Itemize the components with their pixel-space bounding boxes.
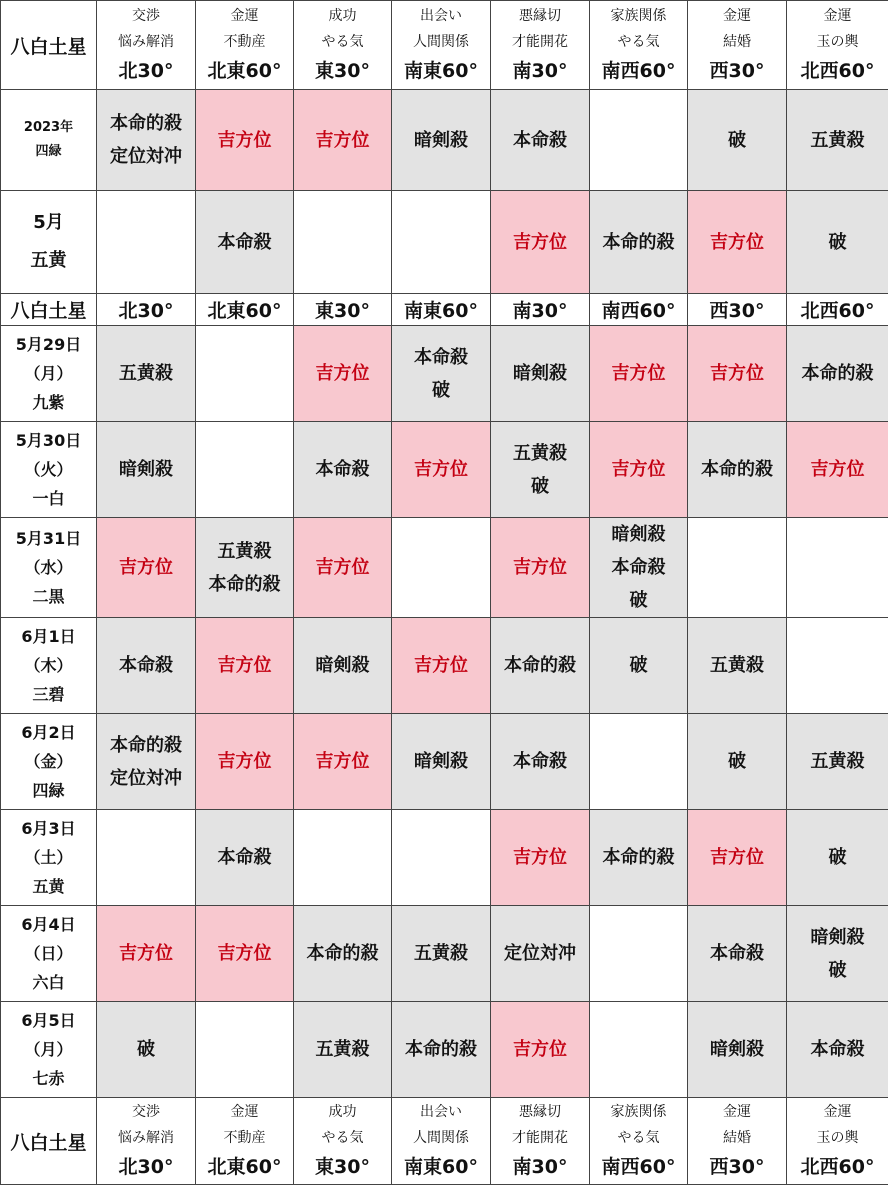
cell-text: 本命的殺 (504, 655, 576, 676)
cell-text: 本命殺 (119, 655, 173, 676)
cell-text: 定位対冲 (504, 943, 576, 964)
cell-text: 吉方位 (710, 847, 764, 868)
cell-text: 吉方位 (119, 557, 173, 578)
row-label-line: 2023年 (23, 120, 74, 135)
row-label-line: （土） (24, 848, 73, 867)
cell-unlucky-direction (196, 518, 294, 618)
cell-text: 破 (828, 959, 847, 981)
cell-unlucky-direction (491, 906, 590, 1002)
header-purpose-line2: やる気 (321, 1130, 364, 1146)
cell-empty (590, 906, 688, 1002)
cell-unlucky-direction (787, 191, 888, 294)
cell-lucky-direction (491, 810, 590, 906)
header-purpose-line1: 交渉 (132, 1104, 160, 1120)
direction-cell-7: 北西60° (787, 294, 888, 326)
cell-text: 吉方位 (513, 847, 567, 868)
cell-text: 吉方位 (513, 1039, 567, 1060)
cell-lucky-direction (294, 90, 392, 191)
cell-text: 本命殺 (611, 557, 666, 578)
cell-text: 本命的殺 (602, 231, 675, 253)
cell-lucky-direction (97, 906, 196, 1002)
cell-lucky-direction (196, 906, 294, 1002)
header-direction: 西30° (709, 60, 765, 82)
cell-text: 本命的殺 (405, 1039, 477, 1060)
direction-cell-5: 南西60° (590, 294, 688, 326)
row-label-line: （火） (24, 460, 73, 479)
direction-header-2 (294, 1098, 392, 1185)
cell-text: 本命殺 (513, 129, 567, 151)
header-purpose-line2: 不動産 (223, 34, 266, 50)
header-purpose-line1: 悪縁切 (519, 8, 561, 24)
direction-header-2 (294, 1, 392, 90)
row-label-line: 5月 (33, 212, 64, 233)
row-label-line: 九紫 (32, 393, 65, 412)
cell-text: 本命的殺 (306, 943, 379, 964)
cell-empty (392, 810, 491, 906)
header-purpose-line1: 金運 (723, 8, 751, 24)
cell-text: 本命殺 (810, 1039, 865, 1060)
header-row-bottom (1, 1098, 888, 1185)
header-direction: 北30° (118, 1156, 174, 1178)
header-purpose-line1: 出会い (420, 1104, 462, 1120)
cell-empty (97, 810, 196, 906)
cell-text: 暗剣殺 (611, 524, 666, 545)
cell-text: 五黄殺 (315, 1039, 370, 1060)
cell-unlucky-direction (688, 90, 787, 191)
row-label-line: 5月31日 (15, 529, 82, 548)
cell-lucky-direction (196, 90, 294, 191)
cell-text: 吉方位 (611, 363, 666, 384)
day-row-3-label (1, 618, 97, 714)
month-row-label (1, 191, 97, 294)
direction-header-0 (97, 1, 196, 90)
cell-unlucky-direction (294, 906, 392, 1002)
header-purpose-line2: 玉の輿 (816, 1130, 859, 1146)
cell-unlucky-direction (392, 1002, 491, 1098)
header-purpose-line1: 成功 (328, 1104, 357, 1120)
cell-unlucky-direction (392, 326, 491, 422)
header-purpose-line1: 金運 (230, 8, 259, 24)
header-purpose-line2: 才能開花 (512, 1130, 568, 1146)
cell-text: 暗剣殺 (810, 926, 865, 948)
day-row-2 (1, 518, 888, 618)
cell-text: 本命的殺 (110, 113, 182, 134)
header-purpose-line2: 悩み解消 (118, 34, 174, 50)
cell-unlucky-direction (787, 1002, 888, 1098)
cell-text: 吉方位 (315, 363, 370, 384)
cell-text: 吉方位 (513, 557, 567, 578)
cell-unlucky-direction (688, 906, 787, 1002)
day-row-2-label (1, 518, 97, 618)
day-row-5-label (1, 810, 97, 906)
cell-text: 本命殺 (710, 943, 764, 964)
cell-unlucky-direction (294, 1002, 392, 1098)
cell-text: 吉方位 (810, 459, 865, 480)
cell-lucky-direction (787, 422, 888, 518)
header-purpose-line1: 悪縁切 (519, 1104, 561, 1120)
cell-text: 吉方位 (414, 459, 468, 480)
cell-lucky-direction (491, 518, 590, 618)
direction-row (1, 294, 888, 326)
cell-lucky-direction (392, 422, 491, 518)
header-purpose-line1: 金運 (823, 1104, 852, 1120)
header-purpose-line2: 人間関係 (413, 1130, 469, 1146)
cell-text: 本命殺 (217, 847, 272, 868)
cell-text: 暗剣殺 (414, 751, 468, 772)
row-label-line: 七赤 (32, 1069, 65, 1088)
cell-unlucky-direction (787, 810, 888, 906)
cell-unlucky-direction (491, 422, 590, 518)
cell-text: 破 (828, 231, 847, 253)
cell-lucky-direction (491, 191, 590, 294)
cell-unlucky-direction (491, 618, 590, 714)
cell-unlucky-direction (294, 422, 392, 518)
header-purpose-line1: 成功 (328, 8, 357, 24)
row-label-line: 三碧 (32, 685, 65, 704)
cell-text: 吉方位 (611, 459, 666, 480)
cell-lucky-direction (688, 810, 787, 906)
cell-lucky-direction (688, 191, 787, 294)
cell-empty (590, 1002, 688, 1098)
cell-text: 暗剣殺 (414, 129, 468, 151)
cell-text: 五黄殺 (710, 655, 764, 676)
row-label-line: 6月3日 (21, 819, 76, 838)
day-row-1-label (1, 422, 97, 518)
day-row-1 (1, 422, 888, 518)
cell-unlucky-direction (97, 326, 196, 422)
cell-empty (787, 618, 888, 714)
cell-lucky-direction (590, 326, 688, 422)
cell-text: 吉方位 (217, 129, 272, 151)
cell-text: 五黄殺 (119, 363, 173, 384)
header-direction: 南東60° (404, 1156, 478, 1178)
cell-text: 暗剣殺 (513, 363, 567, 384)
cell-text: 吉方位 (513, 231, 567, 253)
cell-text: 暗剣殺 (119, 459, 173, 480)
header-purpose-line2: やる気 (321, 34, 364, 50)
cell-unlucky-direction (294, 618, 392, 714)
cell-lucky-direction (97, 518, 196, 618)
row-label-line: 5月29日 (15, 335, 82, 354)
cell-lucky-direction (196, 714, 294, 810)
cell-empty (787, 518, 888, 618)
cell-lucky-direction (688, 326, 787, 422)
header-purpose-line2: 不動産 (223, 1130, 266, 1146)
cell-unlucky-direction (392, 906, 491, 1002)
cell-empty (196, 1002, 294, 1098)
cell-lucky-direction (294, 326, 392, 422)
header-direction: 東30° (315, 60, 370, 82)
direction-header-1 (196, 1098, 294, 1185)
row-label-line: 一白 (32, 489, 65, 508)
star-name-label: 八白土星 (1, 1, 97, 90)
cell-unlucky-direction (97, 1002, 196, 1098)
cell-text: 本命殺 (414, 346, 468, 368)
row-label-line: 6月1日 (21, 627, 76, 646)
direction-cell-2: 東30° (294, 294, 392, 326)
cell-empty (590, 714, 688, 810)
cell-empty (294, 810, 392, 906)
cell-text: 吉方位 (217, 943, 272, 964)
direction-header-4 (491, 1098, 590, 1185)
row-label-line: （木） (24, 656, 73, 675)
cell-empty (196, 326, 294, 422)
header-direction: 南30° (512, 60, 568, 82)
row-label-line: （金） (24, 752, 73, 771)
year-row-label (1, 90, 97, 191)
direction-header-5 (590, 1098, 688, 1185)
row-label-line: 六白 (32, 973, 65, 992)
cell-text: 本命的殺 (110, 734, 182, 756)
day-row-5 (1, 810, 888, 906)
day-row-3 (1, 618, 888, 714)
direction-header-3 (392, 1, 491, 90)
row-label-line: （水） (24, 558, 73, 577)
cell-text: 破 (531, 475, 549, 497)
direction-header-0 (97, 1098, 196, 1185)
cell-unlucky-direction (787, 90, 888, 191)
cell-empty (392, 518, 491, 618)
cell-unlucky-direction (491, 90, 590, 191)
cell-empty (590, 90, 688, 191)
cell-lucky-direction (196, 618, 294, 714)
cell-unlucky-direction (196, 191, 294, 294)
star-name-label: 八白土星 (1, 1098, 97, 1185)
cell-lucky-direction (294, 714, 392, 810)
day-row-4 (1, 714, 888, 810)
header-direction: 北西60° (800, 60, 875, 82)
direction-cell-0: 北30° (97, 294, 196, 326)
header-direction: 西30° (709, 1156, 765, 1178)
header-direction: 東30° (315, 1156, 370, 1178)
direction-header-3 (392, 1098, 491, 1185)
cell-unlucky-direction (392, 90, 491, 191)
cell-unlucky-direction (97, 618, 196, 714)
row-label-line: 6月2日 (21, 723, 76, 742)
direction-header-6 (688, 1098, 787, 1185)
cell-text: 本命殺 (513, 751, 567, 772)
cell-text: 破 (728, 129, 746, 151)
direction-cell-6: 西30° (688, 294, 787, 326)
cell-text: 本命殺 (315, 459, 370, 480)
cell-text: 吉方位 (315, 557, 370, 578)
month-row (1, 191, 888, 294)
cell-text: 破 (629, 655, 648, 676)
cell-text: 暗剣殺 (315, 655, 370, 676)
header-direction: 北東60° (207, 60, 282, 82)
direction-cell-4: 南30° (491, 294, 590, 326)
day-row-6-label (1, 906, 97, 1002)
cell-text: 五黄殺 (810, 751, 865, 772)
cell-unlucky-direction (97, 714, 196, 810)
header-purpose-line2: 悩み解消 (118, 1130, 174, 1146)
header-purpose-line1: 金運 (230, 1104, 259, 1120)
cell-unlucky-direction (392, 714, 491, 810)
direction-cell-3: 南東60° (392, 294, 491, 326)
row-label-line: （日） (24, 944, 73, 963)
header-direction: 南西60° (601, 60, 676, 82)
cell-text: 吉方位 (710, 231, 764, 253)
row-label-line: （月） (24, 364, 73, 383)
cell-empty (688, 518, 787, 618)
day-row-7 (1, 1002, 888, 1098)
cell-text: 定位対冲 (110, 146, 182, 167)
cell-unlucky-direction (196, 810, 294, 906)
header-purpose-line1: 交渉 (132, 8, 160, 24)
cell-empty (196, 422, 294, 518)
cell-text: 本命的殺 (701, 459, 773, 480)
cell-text: 本命的殺 (208, 573, 281, 595)
header-purpose-line2: 人間関係 (413, 34, 469, 50)
row-label-line: 5月30日 (15, 431, 82, 450)
cell-unlucky-direction (97, 90, 196, 191)
row-label-line: 四緑 (35, 144, 62, 159)
cell-text: 五黄殺 (217, 540, 272, 562)
cell-unlucky-direction (590, 810, 688, 906)
row-label-line: 二黒 (32, 587, 65, 606)
cell-text: 五黄殺 (414, 943, 468, 964)
header-direction: 北東60° (207, 1156, 282, 1178)
cell-text: 吉方位 (414, 655, 468, 676)
header-purpose-line1: 金運 (723, 1104, 751, 1120)
cell-lucky-direction (590, 422, 688, 518)
header-purpose-line1: 家族関係 (610, 1104, 667, 1120)
header-purpose-line2: やる気 (617, 34, 660, 50)
cell-text: 破 (432, 379, 450, 401)
cell-text: 破 (828, 847, 847, 868)
row-label-line: （月） (24, 1040, 73, 1059)
cell-text: 破 (728, 751, 746, 772)
cell-unlucky-direction (787, 906, 888, 1002)
cell-text: 破 (629, 590, 648, 611)
cell-empty (97, 191, 196, 294)
direction-header-7 (787, 1, 888, 90)
day-row-4-label (1, 714, 97, 810)
direction-cell-1: 北東60° (196, 294, 294, 326)
cell-text: 五黄殺 (810, 129, 865, 151)
header-direction: 北西60° (800, 1156, 875, 1178)
cell-unlucky-direction (491, 714, 590, 810)
header-direction: 北30° (118, 60, 174, 82)
header-purpose-line2: 才能開花 (512, 34, 568, 50)
cell-empty (294, 191, 392, 294)
cell-unlucky-direction (97, 422, 196, 518)
cell-text: 定位対冲 (110, 767, 182, 789)
cell-text: 吉方位 (217, 655, 272, 676)
header-direction: 南西60° (601, 1156, 676, 1178)
cell-text: 本命殺 (217, 231, 272, 253)
direction-header-4 (491, 1, 590, 90)
row-label-line: 五黄 (32, 877, 65, 896)
day-row-7-label (1, 1002, 97, 1098)
direction-header-7 (787, 1098, 888, 1185)
cell-unlucky-direction (590, 618, 688, 714)
row-label-line: 6月4日 (21, 915, 76, 934)
cell-unlucky-direction (590, 518, 688, 618)
cell-unlucky-direction (491, 326, 590, 422)
header-purpose-line2: 結婚 (723, 34, 751, 50)
cell-text: 破 (137, 1039, 155, 1060)
cell-text: 吉方位 (119, 943, 173, 964)
row-label-line: 五黄 (30, 250, 67, 271)
header-purpose-line1: 金運 (823, 8, 852, 24)
day-row-6 (1, 906, 888, 1002)
row-label-line: 6月5日 (21, 1011, 76, 1030)
cell-empty (392, 191, 491, 294)
cell-text: 五黄殺 (513, 442, 567, 464)
cell-unlucky-direction (688, 714, 787, 810)
direction-header-1 (196, 1, 294, 90)
direction-header-5 (590, 1, 688, 90)
header-purpose-line2: 玉の輿 (816, 34, 859, 50)
header-direction: 南東60° (404, 60, 478, 82)
cell-lucky-direction (392, 618, 491, 714)
header-purpose-line1: 家族関係 (610, 8, 667, 24)
cell-text: 暗剣殺 (710, 1039, 764, 1060)
header-row-top (1, 1, 888, 90)
direction-row-label: 八白土星 (1, 294, 97, 326)
cell-unlucky-direction (787, 714, 888, 810)
cell-text: 本命的殺 (602, 847, 675, 868)
cell-text: 本命的殺 (801, 363, 874, 384)
cell-unlucky-direction (688, 1002, 787, 1098)
cell-lucky-direction (491, 1002, 590, 1098)
direction-header-6 (688, 1, 787, 90)
cell-text: 吉方位 (315, 751, 370, 772)
header-direction: 南30° (512, 1156, 568, 1178)
header-purpose-line2: 結婚 (723, 1130, 751, 1146)
day-row-0-label (1, 326, 97, 422)
cell-text: 吉方位 (217, 751, 272, 772)
cell-unlucky-direction (590, 191, 688, 294)
cell-text: 吉方位 (315, 129, 370, 151)
cell-unlucky-direction (688, 618, 787, 714)
cell-unlucky-direction (787, 326, 888, 422)
cell-unlucky-direction (688, 422, 787, 518)
day-row-0 (1, 326, 888, 422)
cell-text: 吉方位 (710, 363, 764, 384)
year-row (1, 90, 888, 191)
cell-lucky-direction (294, 518, 392, 618)
header-purpose-line1: 出会い (420, 8, 462, 24)
row-label-line: 四緑 (32, 781, 65, 800)
header-purpose-line2: やる気 (617, 1130, 660, 1146)
